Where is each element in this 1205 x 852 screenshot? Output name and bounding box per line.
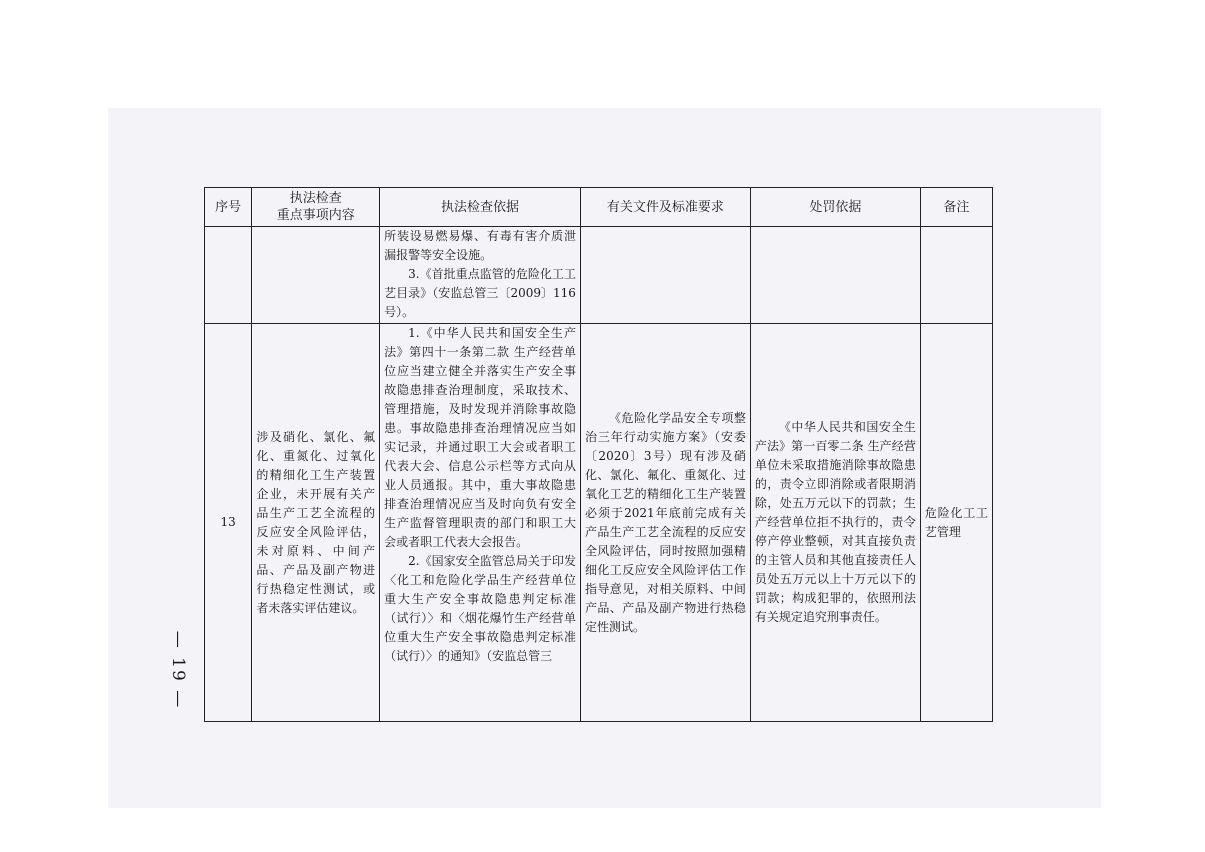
- header-basis: 执法检查依据: [380, 188, 581, 227]
- cell-penalty-prev: [750, 227, 920, 324]
- cell-penalty-13: [750, 324, 920, 722]
- header-item-line1: 执法检查: [289, 191, 342, 206]
- header-penalty: 处罚依据: [750, 188, 920, 227]
- page-number: — 19 —: [168, 630, 188, 710]
- cell-no-prev: [205, 227, 252, 324]
- item-13-text: 涉及硝化、氯化、氟化、重氮化、过氧化的精细化工生产装置企业，未开展有关产品生产工艺全流程的反应安全风险评估，未对原料、中间产品、产品及副产物进行热稳定性测试，或者未落实评估建议。: [256, 429, 376, 615]
- basis-prev-text-1: 所装设易燃易爆、有毒有害介质泄漏报警等安全设施。: [384, 229, 576, 262]
- basis-13-text-1: 1.《中华人民共和国安全生产法》第四十一条第二款 生产经营单位应当建立健全并落实生产安全事故隐患排查治理制度，采取技术、管理措施，及时发现并消除事故隐患。事故隐患排查治理情况应当如实记录，并通过职工大会或者职工代表大会、信息公示栏等方式向从业人员通报。其中，重大事故隐患排查治理情况应当及时向负有安全生产监督管理职责的部门和职工大会或者职工代表大会报告。: [384, 326, 576, 549]
- note-13-text: 危险化工工艺管理: [924, 505, 988, 539]
- cell-basis-13: [380, 324, 581, 722]
- header-item-line2: 重点事项内容: [276, 208, 355, 223]
- header-docs: 有关文件及标准要求: [580, 188, 750, 227]
- penalty-13-text: 《中华人民共和国安全生产法》第一百零二条 生产经营单位未采取措施消除事故隐患的，责令立即消除或者限期消除，处五万元以下的罚款；生产经营单位拒不执行的，责令停产停业整顿，对其直接负责的主管人员和其他直接责任人员处五万元以上十万元以下的罚款；构成犯罪的，依照刑法有关规定追究刑事责任。: [754, 420, 916, 624]
- header-no: 序号: [205, 188, 252, 227]
- table-row: [205, 227, 993, 324]
- enforcement-table: [204, 187, 993, 722]
- header-item: [252, 188, 380, 227]
- cell-note-prev: [920, 227, 992, 324]
- header-note: 备注: [920, 188, 992, 227]
- table-header-row: [205, 188, 993, 227]
- table-row: [205, 324, 993, 722]
- cell-item-13: [252, 324, 380, 722]
- cell-basis-prev: [380, 227, 581, 324]
- cell-docs-13: [580, 324, 750, 722]
- cell-no-13: 13: [205, 324, 252, 722]
- cell-note-13: [920, 324, 992, 722]
- cell-docs-prev: [580, 227, 750, 324]
- basis-prev-text-2: 3.《首批重点监管的危险化工工艺目录》（安监总管三〔2009〕116号）。: [384, 267, 576, 319]
- docs-13-text: 《危险化学品安全专项整治三年行动实施方案》（安委〔2020〕3号）现有涉及硝化、氯化、氟化、重氮化、过氧化工艺的精细化工生产装置必须于2021年底前完成有关产品生产工艺全流程的反应安全风险评估，同时按照加强精细化工反应安全风险评估工作指导意见，对相关原料、中间产品、产品及副产物进行热稳定性测试。: [584, 410, 746, 634]
- basis-13-text-2: 2.《国家安全监管总局关于印发〈化工和危险化学品生产经营单位重大生产安全事故隐患判定标准（试行）〉和〈烟花爆竹生产经营单位重大生产安全事故隐患判定标准（试行）〉的通知》（安监总管三: [384, 554, 576, 663]
- cell-item-prev: [252, 227, 380, 324]
